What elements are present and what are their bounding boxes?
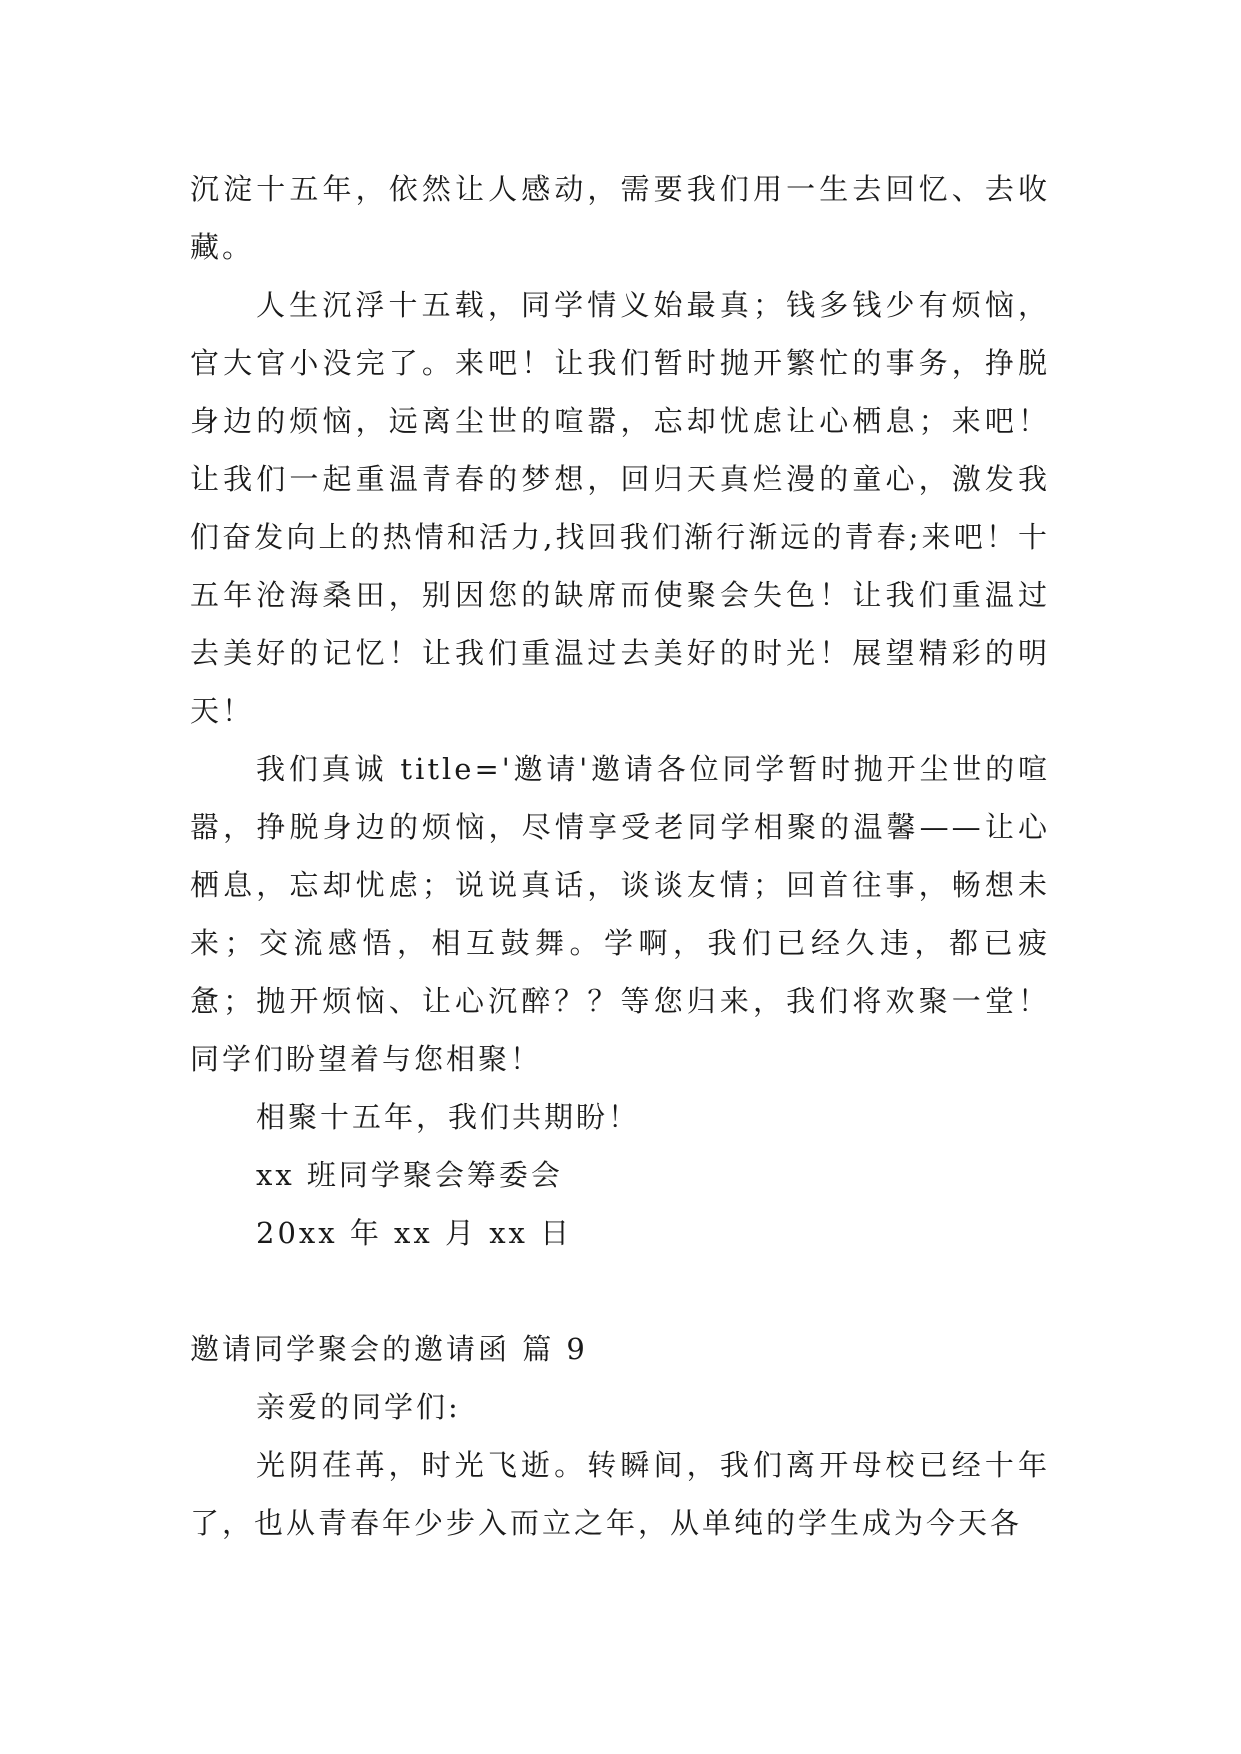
- section-spacer: [190, 1262, 1050, 1320]
- paragraph-sincere-invite: 我们真诚 title='邀请'邀请各位同学暂时抛开尘世的喧嚣，挣脱身边的烦恼，尽情享受老同学相聚的温馨——让心栖息，忘却忧虑；说说真话，谈谈友情；回首往事，畅想未来；交流感悟，相互鼓舞。学啊，我们已经久违，都已疲惫；抛开烦恼、让心沉醉？？等您归来，我们将欢聚一堂！同学们盼望着与您相聚！: [190, 752, 1050, 1076]
- document-body: [190, 160, 1050, 1552]
- paragraph-opening: 光阴荏苒，时光飞逝。转瞬间，我们离开母校已经十年了，也从青春年少步入而立之年，从单纯的学生成为今天各: [190, 1448, 1050, 1540]
- signature-date: 20xx 年 xx 月 xx 日: [256, 1216, 573, 1250]
- signature-committee: xx 班同学聚会筹委会: [256, 1158, 563, 1192]
- section-heading: 邀请同学聚会的邀请函 篇 9: [190, 1332, 588, 1366]
- closing-slogan: 相聚十五年，我们共期盼！: [256, 1100, 641, 1134]
- salutation: 亲爱的同学们:: [256, 1390, 461, 1424]
- paragraph-continued: 沉淀十五年，依然让人感动，需要我们用一生去回忆、去收藏。: [190, 172, 1050, 264]
- paragraph-reunion-call: 人生沉浮十五载，同学情义始最真；钱多钱少有烦恼，官大官小没完了。来吧！让我们暂时抛开繁忙的事务，挣脱身边的烦恼，远离尘世的喧嚣，忘却忧虑让心栖息；来吧！让我们一起重温青春的梦想，回归天真烂漫的童心，激发我们奋发向上的热情和活力,找回我们渐行渐远的青春;来吧！十五年沧海桑田，别因您的缺席而使聚会失色！让我们重温过去美好的记忆！让我们重温过去美好的时光！展望精彩的明天！: [190, 288, 1050, 728]
